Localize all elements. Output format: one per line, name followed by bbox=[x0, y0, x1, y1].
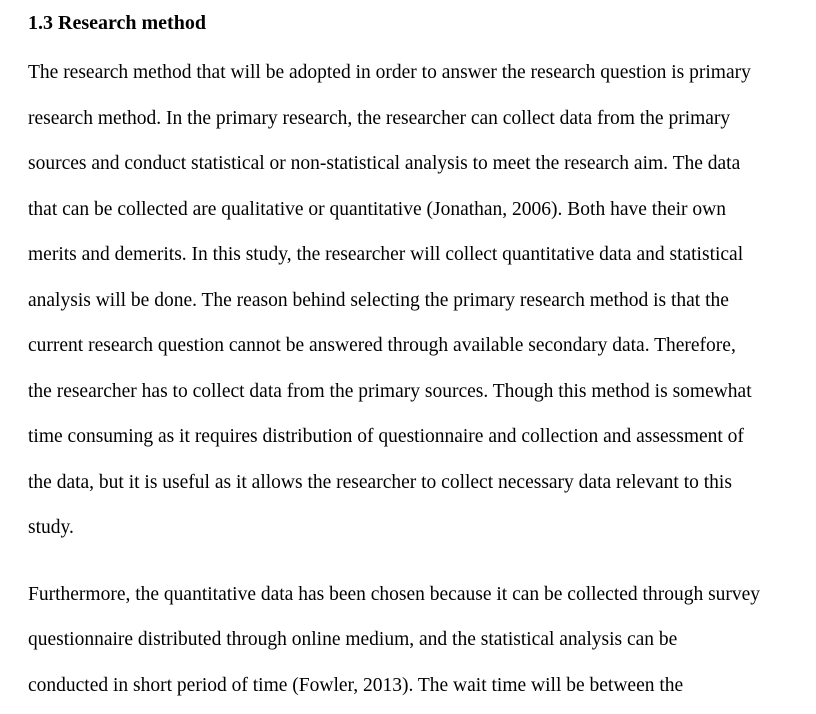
section-heading: 1.3 Research method bbox=[28, 12, 206, 34]
text-line: the researcher has to collect data from the primary sources. Though this method is somewhat bbox=[28, 380, 752, 402]
text-line: that can be collected are qualitative or quantitative (Jonathan, 2006). Both have their own bbox=[28, 198, 726, 220]
text-line: research method. In the primary research, the researcher can collect data from the primary bbox=[28, 107, 731, 129]
text-line: merits and demerits. In this study, the researcher will collect quantitative data and statistical bbox=[28, 244, 744, 265]
paragraph bbox=[28, 572, 796, 709]
text-line: The research method that will be adopted in order to answer the research question is primary bbox=[28, 62, 751, 83]
text-line: Furthermore, the quantitative data has been chosen because it can be collected through survey bbox=[28, 583, 761, 605]
text-line: conducted in short period of time (Fowler, 2013). The wait time will be between the bbox=[28, 674, 684, 696]
text-line: questionnaire distributed through online medium, and the statistical analysis can be bbox=[28, 629, 678, 650]
text-line: sources and conduct statistical or non-statistical analysis to meet the research aim. The data bbox=[28, 153, 741, 174]
text-line: current research question cannot be answered through available secondary data. Therefore, bbox=[28, 335, 736, 356]
text-line: analysis will be done. The reason behind selecting the primary research method is that the bbox=[28, 289, 729, 311]
text-line: study. bbox=[28, 517, 74, 538]
text-line: time consuming as it requires distribution of questionnaire and collection and assessment of bbox=[28, 426, 744, 447]
paragraph bbox=[28, 50, 796, 551]
text-line: the data, but it is useful as it allows the researcher to collect necessary data relevant to this bbox=[28, 471, 732, 493]
